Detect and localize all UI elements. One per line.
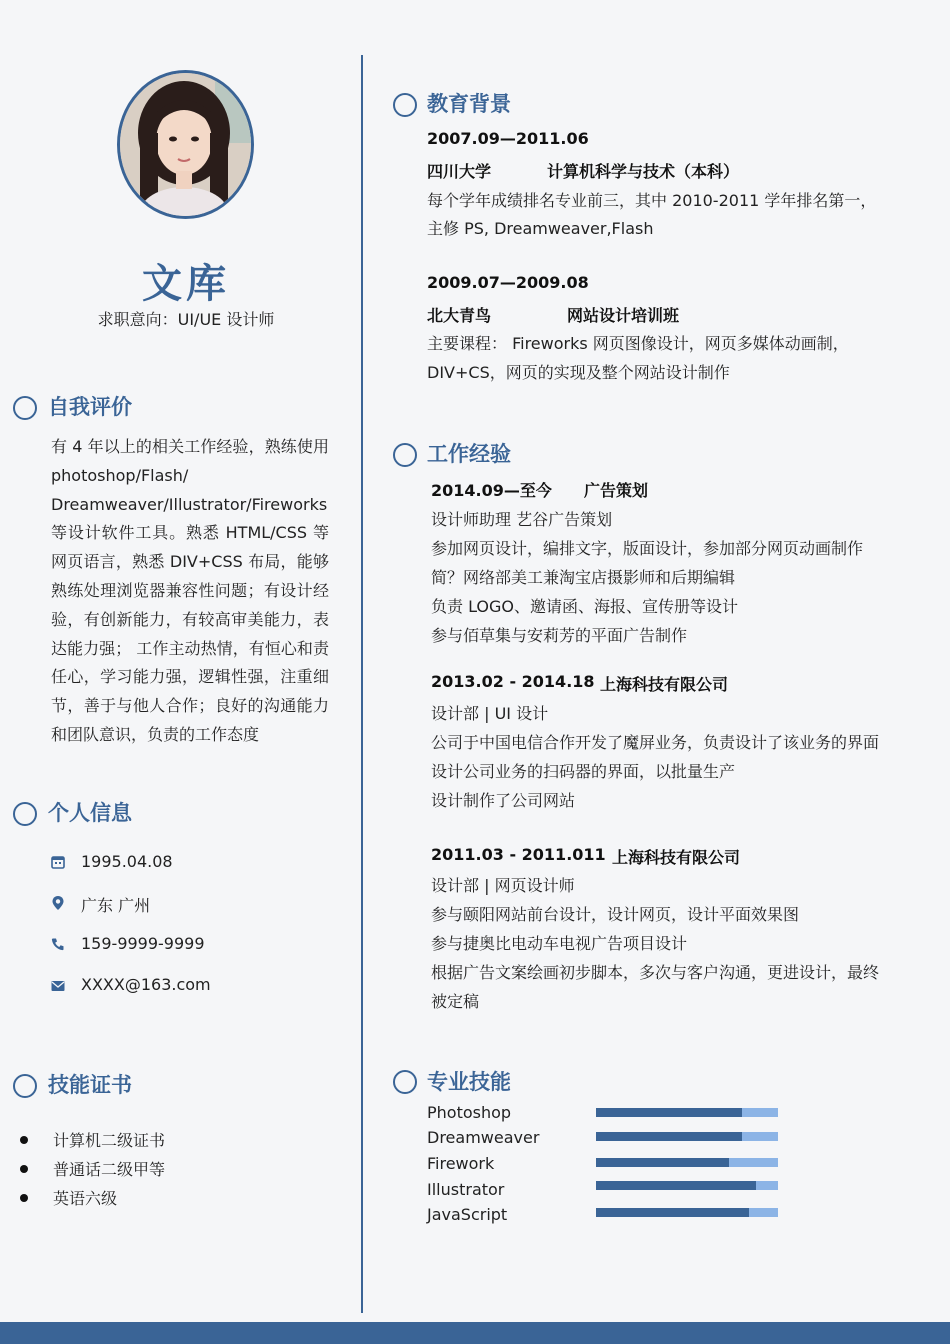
edu-detail-line: 每个学年成绩排名专业前三，其中 2010-2011 学年排名第一， — [427, 191, 877, 210]
work-company: 上海科技有限公司 — [612, 848, 741, 867]
cert-item: 普通话二级甲等 — [20, 1157, 165, 1180]
bullet-icon — [20, 1165, 28, 1173]
work-role: 设计部 | 网页设计师 — [431, 876, 575, 895]
location-pin-icon — [51, 895, 67, 911]
edu-detail-line: 主要课程： Fireworks 网页图像设计，网页多媒体动画制， — [427, 334, 849, 353]
section-title-personal: 个人信息 — [48, 801, 132, 825]
edu-school: 四川大学 — [427, 162, 492, 181]
section-marker-icon — [13, 1074, 37, 1098]
work-detail-line: 设计公司业务的扫码器的界面，以批量生产 — [431, 762, 736, 781]
section-title-education: 教育背景 — [427, 92, 511, 116]
edu-detail-line: DIV+CS，网页的实现及整个网站设计制作 — [427, 363, 730, 382]
skill-name: JavaScript — [427, 1205, 508, 1224]
profile-photo — [117, 70, 254, 219]
footer-bar — [0, 1322, 950, 1344]
skill-level-fill — [596, 1132, 742, 1141]
skill-bar — [596, 1132, 778, 1141]
edu-major: 网站设计培训班 — [567, 306, 680, 325]
section-marker-icon — [393, 1070, 417, 1094]
work-detail-line: 参与颐阳网站前台设计，设计网页，设计平面效果图 — [431, 905, 800, 924]
section-title-work: 工作经验 — [427, 442, 511, 466]
edu-major: 计算机科学与技术（本科） — [547, 162, 740, 181]
column-divider — [361, 55, 363, 1313]
work-detail-line: 公司于中国电信合作开发了魔屏业务，负责设计了该业务的界面 — [431, 733, 880, 752]
work-detail-line: 负责 LOGO、邀请函、海报、宣传册等设计 — [431, 597, 739, 616]
skill-level-fill — [596, 1181, 756, 1190]
work-detail-line: 参加网页设计，编排文字，版面设计，参加部分网页动画制作 — [431, 539, 864, 558]
edu-detail-line: 主修 PS, Dreamweaver,Flash — [427, 219, 654, 238]
section-title-self-eval: 自我评价 — [48, 395, 132, 419]
work-detail-line: 根据广告文案绘画初步脚本，多次与客户沟通，更进设计，最终 — [431, 963, 880, 982]
edu-period: 2007.09—2011.06 — [427, 129, 589, 148]
skill-name: Photoshop — [427, 1103, 512, 1122]
skill-name: Firework — [427, 1154, 495, 1173]
skill-bar — [596, 1158, 778, 1167]
skill-name: Dreamweaver — [427, 1128, 540, 1147]
section-marker-icon — [13, 802, 37, 826]
cert-item: 计算机二级证书 — [20, 1128, 165, 1151]
section-title-certs: 技能证书 — [48, 1073, 132, 1097]
skill-bar — [596, 1208, 778, 1217]
work-period: 2014.09—至今 — [431, 481, 552, 500]
job-intent: 求职意向：UI/UE 设计师 — [97, 310, 275, 329]
portrait-image — [120, 73, 251, 216]
work-period: 2011.03 - 2011.011 — [431, 845, 606, 864]
phone-text: 159-9999-9999 — [81, 934, 205, 953]
mail-icon — [51, 977, 67, 993]
section-marker-icon — [393, 93, 417, 117]
phone-icon — [51, 936, 67, 952]
work-company: 广告策划 — [584, 481, 649, 500]
work-period: 2013.02 - 2014.18 — [431, 672, 595, 691]
section-marker-icon — [13, 396, 37, 420]
work-detail-line: 设计制作了公司网站 — [431, 791, 576, 810]
work-role: 设计部 | UI 设计 — [431, 704, 549, 723]
skill-level-fill — [596, 1208, 749, 1217]
location-text: 广东 广州 — [81, 896, 151, 915]
work-detail-line: 参与捷奥比电动车电视广告项目设计 — [431, 934, 688, 953]
skill-bar — [596, 1181, 778, 1190]
skill-level-fill — [596, 1158, 729, 1167]
skill-bar — [596, 1108, 778, 1117]
bullet-icon — [20, 1136, 28, 1144]
edu-period: 2009.07—2009.08 — [427, 273, 589, 292]
skill-level-fill — [596, 1108, 742, 1117]
calendar-icon — [51, 854, 67, 870]
cert-item: 英语六级 — [20, 1186, 117, 1209]
section-marker-icon — [393, 443, 417, 467]
edu-school: 北大青鸟 — [427, 306, 492, 325]
email-text: XXXX@163.com — [81, 975, 211, 994]
skill-name: Illustrator — [427, 1180, 505, 1199]
work-company: 上海科技有限公司 — [600, 675, 729, 694]
section-title-skills: 专业技能 — [427, 1070, 511, 1094]
birthday-text: 1995.04.08 — [81, 852, 173, 871]
work-detail-line: 简？网络部美工兼淘宝店摄影师和后期编辑 — [431, 568, 736, 587]
self-evaluation-text: 有 4 年以上的相关工作经验，熟练使用 photoshop/Flash/ Dreamweaver/Illustrator/Fireworks 等设计软件工具。熟悉 HTML/CSS 等网页语言，熟悉 DIV+CSS 布局，能够熟练处理浏览器兼容性问题；有设计经验，有创新能力，有较高审美能力，表达能力强； 工作主动热情，有恒心和责任心，学习能力强，逻辑性强，注重细节，善于与他人合作；良好的沟通能力和团队意识，负责的工作态度 — [51, 437, 329, 744]
work-role: 设计师助理 艺谷广告策划 — [431, 510, 613, 529]
work-detail-line: 参与佰草集与安莉芳的平面广告制作 — [431, 626, 688, 645]
work-detail-line: 被定稿 — [431, 992, 480, 1011]
bullet-icon — [20, 1194, 28, 1202]
candidate-name: 文库 — [142, 261, 230, 307]
